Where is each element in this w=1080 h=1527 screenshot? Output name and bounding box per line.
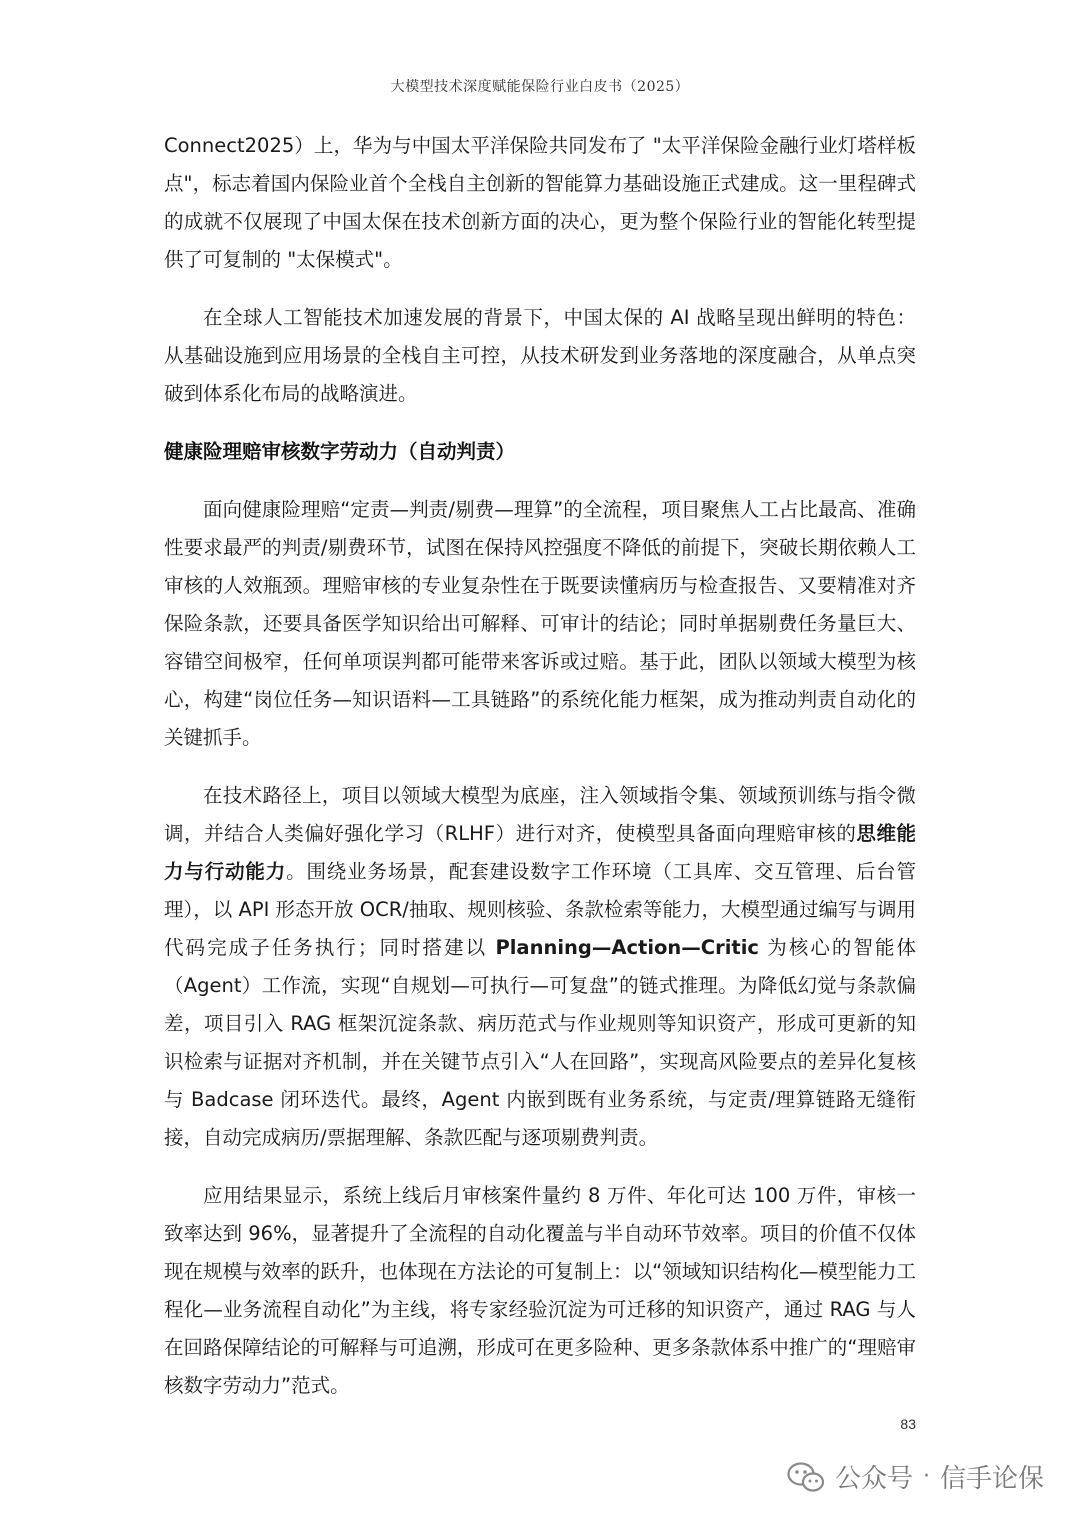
text-run: 在技术路径上，项目以领域大模型为底座，注入领域指令集、领域预训练与指令微调，并结合人类偏好强化学习（RLHF）进行对齐，使模型具备面向理赔审核的 — [164, 784, 916, 845]
wechat-icon — [787, 1461, 825, 1493]
paragraph-continuation: Connect2025）上，华为与中国太平洋保险共同发布了 "太平洋保险金融行业灯塔样板点"，标志着国内保险业首个全栈自主创新的智能算力基础设施正式建成。这一里程碑式的成就不仅展现了中国太保在技术创新方面的决心，更为整个保险行业的智能化转型提供了可复制的 "太保模式"。 — [164, 134, 916, 271]
paragraph-project-overview: 面向健康险理赔“定责—判责/剔费—理算”的全流程，项目聚焦人工占比最高、准确性要求最严的判责/剔费环节，试图在保持风控强度不降低的前提下，突破长期依赖人工审核的人效瓶颈。理赔审核的专业复杂性在于既要读懂病历与检查报告、又要精准对齐保险条款，还要具备医学知识给出可解释、可审计的结论；同时单据剔费任务量巨大、容错空间极窄，任何单项误判都可能带来客诉或过赔。基于此，团队以领域大模型为核心，构建“岗位任务—知识语料—工具链路”的系统化能力框架，成为推动判责自动化的关键抓手。 — [164, 498, 916, 749]
bold-connector: 与 — [184, 860, 205, 883]
watermark-separator: · — [922, 1464, 930, 1489]
text-run: 为核心的智能体（Agent）工作流，实现“自规划—可执行—可复盘”的链式推理。为降低幻觉与条款偏差，项目引入 RAG 框架沉淀条款、病历范式与作业规则等知识资产，形成可更新的知识检索与证据对齐机制，并在关键节点引入“人在回路”，实现高风险要点的差异化复核与 Badcase 闭环迭代。最终，Agent 内嵌到既有业务系统，与定责/理算链路无缝衔接，自动完成病历/票据理解、条款匹配与逐项剔费判责。 — [164, 936, 917, 1149]
page-number: 83 — [900, 1416, 916, 1432]
bold-action-ability: 行动能力 — [204, 860, 287, 883]
document-body — [164, 127, 916, 1425]
bold-thinking-ability: 思维能力 — [164, 822, 916, 883]
bold-planning-action-critic: Planning—Action—Critic — [495, 936, 759, 959]
paragraph-technical-path — [164, 777, 916, 1157]
paragraph-ai-strategy: 在全球人工智能技术加速发展的背景下，中国太保的 AI 战略呈现出鲜明的特色：从基础设施到应用场景的全栈自主可控，从技术研发到业务落地的深度融合，从单点突破到体系化布局的战略演进。 — [164, 306, 916, 405]
running-header: 大模型技术深度赋能保险行业白皮书（2025） — [390, 79, 690, 95]
section-heading: 健康险理赔审核数字劳动力（自动判责） — [164, 440, 516, 463]
watermark-name: 信手论保 — [939, 1464, 1044, 1494]
watermark-prefix: 公众号 — [834, 1464, 913, 1494]
watermark — [787, 1458, 1044, 1495]
text-run: 。围绕业务场景，配套建设数字工作环境（工具库、交互管理、后台管理），以 API 形态开放 OCR/抽取、规则核验、条款检索等能力，大模型通过编写与调用代码完成子任务执行；同时搭建以 — [164, 860, 916, 959]
paragraph-results: 应用结果显示，系统上线后月审核案件量约 8 万件、年化可达 100 万件，审核一致率达到 96%，显著提升了全流程的自动化覆盖与半自动环节效率。项目的价值不仅体现在规模与效率的跃升，也体现在方法论的可复制上：以“领域知识结构化—模型能力工程化—业务流程自动化”为主线，将专家经验沉淀为可迁移的知识资产，通过 RAG 与人在回路保障结论的可解释与可追溯，形成可在更多险种、更多条款体系中推广的“理赔审核数字劳动力”范式。 — [164, 1184, 916, 1397]
